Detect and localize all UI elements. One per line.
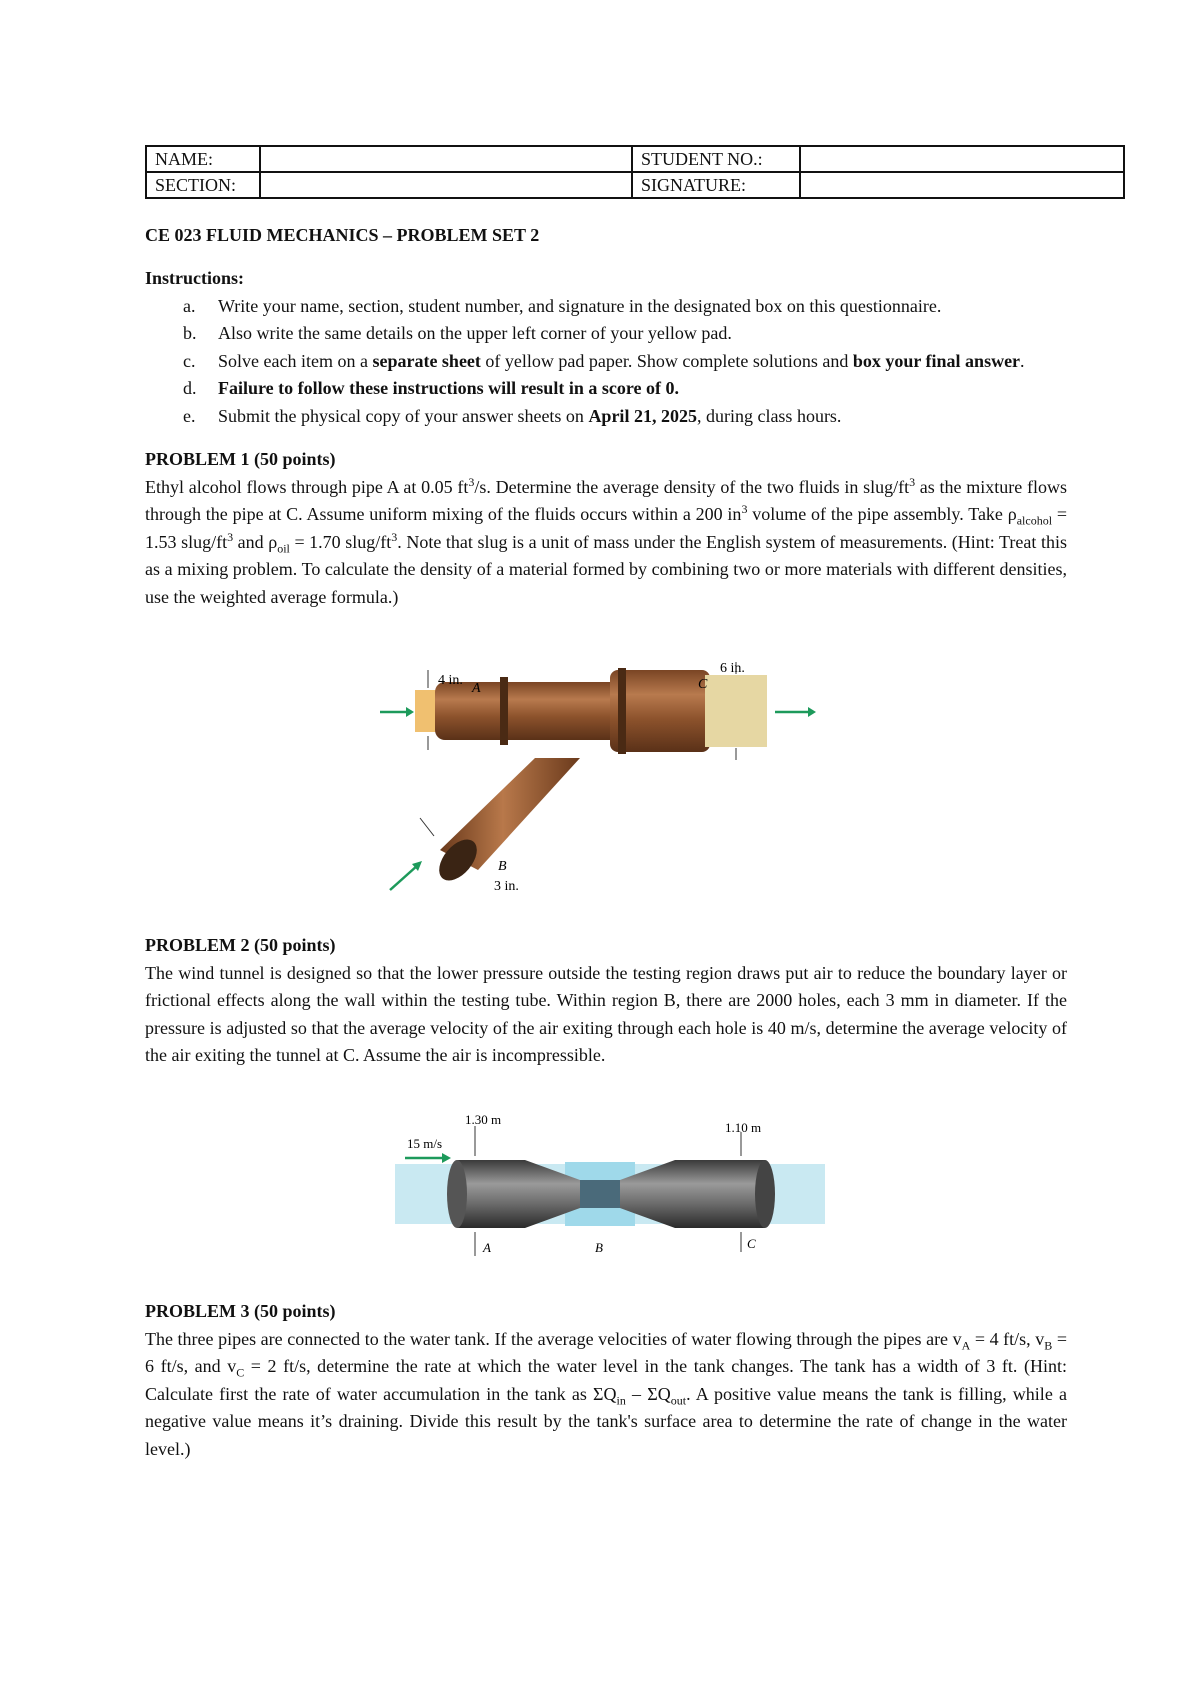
problem-1-heading: PROBLEM 1 (50 points) [145,449,336,469]
section-field[interactable] [260,172,632,198]
student-no-field[interactable] [800,146,1124,172]
emphasis: box your final answer [852,350,1021,371]
instruction-item [145,348,1067,376]
section-label: SECTION: [146,172,260,198]
list-marker: c. [183,350,196,371]
instruction-text: Write your name, section, student number, and signature in the designated box on this questionnaire. [218,295,942,316]
instruction-text: . [1020,350,1025,371]
pipe-junction-figure [380,660,840,900]
wind-tunnel-figure [395,1112,825,1262]
list-marker: e. [183,405,196,426]
dim-c-label: 6 in. [720,661,745,676]
inlet-a-arrow-icon [406,707,414,717]
point-c-label: C [698,677,708,692]
instructions-heading: Instructions: [145,268,245,288]
tunnel-inlet [447,1160,467,1228]
emphasis: Failure to follow these instructions will result in a score of 0. [218,378,679,398]
instruction-item [145,320,1067,348]
instructions-list [145,293,1067,431]
instruction-text: , during class hours. [696,405,842,426]
instruction-text: Solve each item on a [218,350,373,371]
perforated-region-b [580,1180,620,1208]
problem-3-heading: PROBLEM 3 (50 points) [145,1301,336,1321]
name-field[interactable] [260,146,632,172]
problem-3-section [145,1298,1067,1463]
pipe-collar [618,668,626,754]
document-title: CE 023 FLUID MECHANICS – PROBLEM SET 2 [145,225,540,245]
velocity-label: 15 m/s [407,1136,443,1151]
name-label: NAME: [146,146,260,172]
inflow-arrow-icon [442,1153,451,1163]
pipe-collar [500,677,508,745]
instruction-text: of yellow pad paper. Show complete solutions and [480,350,853,371]
problem-2-heading: PROBLEM 2 (50 points) [145,935,336,955]
signature-field[interactable] [800,172,1124,198]
tunnel-outlet [755,1160,775,1228]
dim-c-label: 1.10 m [725,1120,762,1135]
student-info-table [145,145,1125,199]
problem-2-section [145,932,1067,1070]
point-a-label: A [472,681,481,696]
student-no-label: STUDENT NO.: [632,146,800,172]
point-b-label: B [595,1240,603,1255]
point-a-label: A [483,1240,491,1255]
instruction-item [145,403,1067,431]
problem-2-text: The wind tunnel is designed so that the lower pressure outside the testing region draws put air to reduce the boundary layer or frictional effects along the wall within the testing tube. Within region B, there are 2000 holes, each 3 mm in diameter. If the pressure is adjusted so that the average velocity of the air exiting through each hole is 40 m/s, determine the average velocity of the air exiting the tunnel at C. Assume the air is incompressible. [145,962,1067,1065]
emphasis: separate sheet [372,350,481,371]
list-marker: b. [183,323,197,343]
dim-b-label: 3 in. [494,879,519,894]
list-marker: d. [183,378,197,398]
instruction-text: Submit the physical copy of your answer sheets on [218,405,589,426]
document-body [145,222,1067,611]
emphasis: April 21, 2025 [588,405,697,426]
problem-1-text: Ethyl alcohol flows through pipe A at 0.05 $ft^3/s$. Determine the average density of the two fluids in slug/$ft^3$ as the mixture flows through the pipe at C. Assume uniform mixing of the fluids occurs within a 200 $in^3$ volume of the pipe assembly. Take $\rho_{alcohol} = 1.53$ slug/$ft^3$ and $\rho_{oil} = 1.70$ slug/$ft^3$. Note that slug is a unit of mass under the English system of measurements. (Hint: Treat this as a mixing problem. To calculate the density of a material formed by combining two or more materials with different densities, use the weighted average formula.) [145,474,1067,607]
instruction-item [145,293,1067,321]
dim-a-label: 1.30 m [465,1112,502,1127]
mixture-fluid [705,675,767,747]
list-marker: a. [183,295,196,316]
instruction-item [145,375,1067,403]
signature-label: SIGNATURE: [632,172,800,198]
point-c-label: C [747,1236,756,1251]
instruction-text: Also write the same details on the upper left corner of your yellow pad. [218,323,732,343]
point-b-label: B [498,859,507,874]
dim-a-label: 4 in. [438,673,463,688]
problem-3-text: The three pipes are connected to the water tank. If the average velocities of water flowing through the pipes are $v_A = 4$ ft/s, $v_B = 6$ ft/s, and $v_C = 2$ ft/s, determine the rate at which the water level in the tank changes. The tank has a width of 3 ft. (Hint: Calculate first the rate of water accumulation in the tank as $\Sigma Q_{in} - \Sigma Q_{out}$. A positive value means the tank is filling, while a negative value means it’s draining. Divide this result by the tank's surface area to determine the rate of change in the water level.) [145,1328,1067,1459]
outlet-c-arrow-icon [808,707,816,717]
